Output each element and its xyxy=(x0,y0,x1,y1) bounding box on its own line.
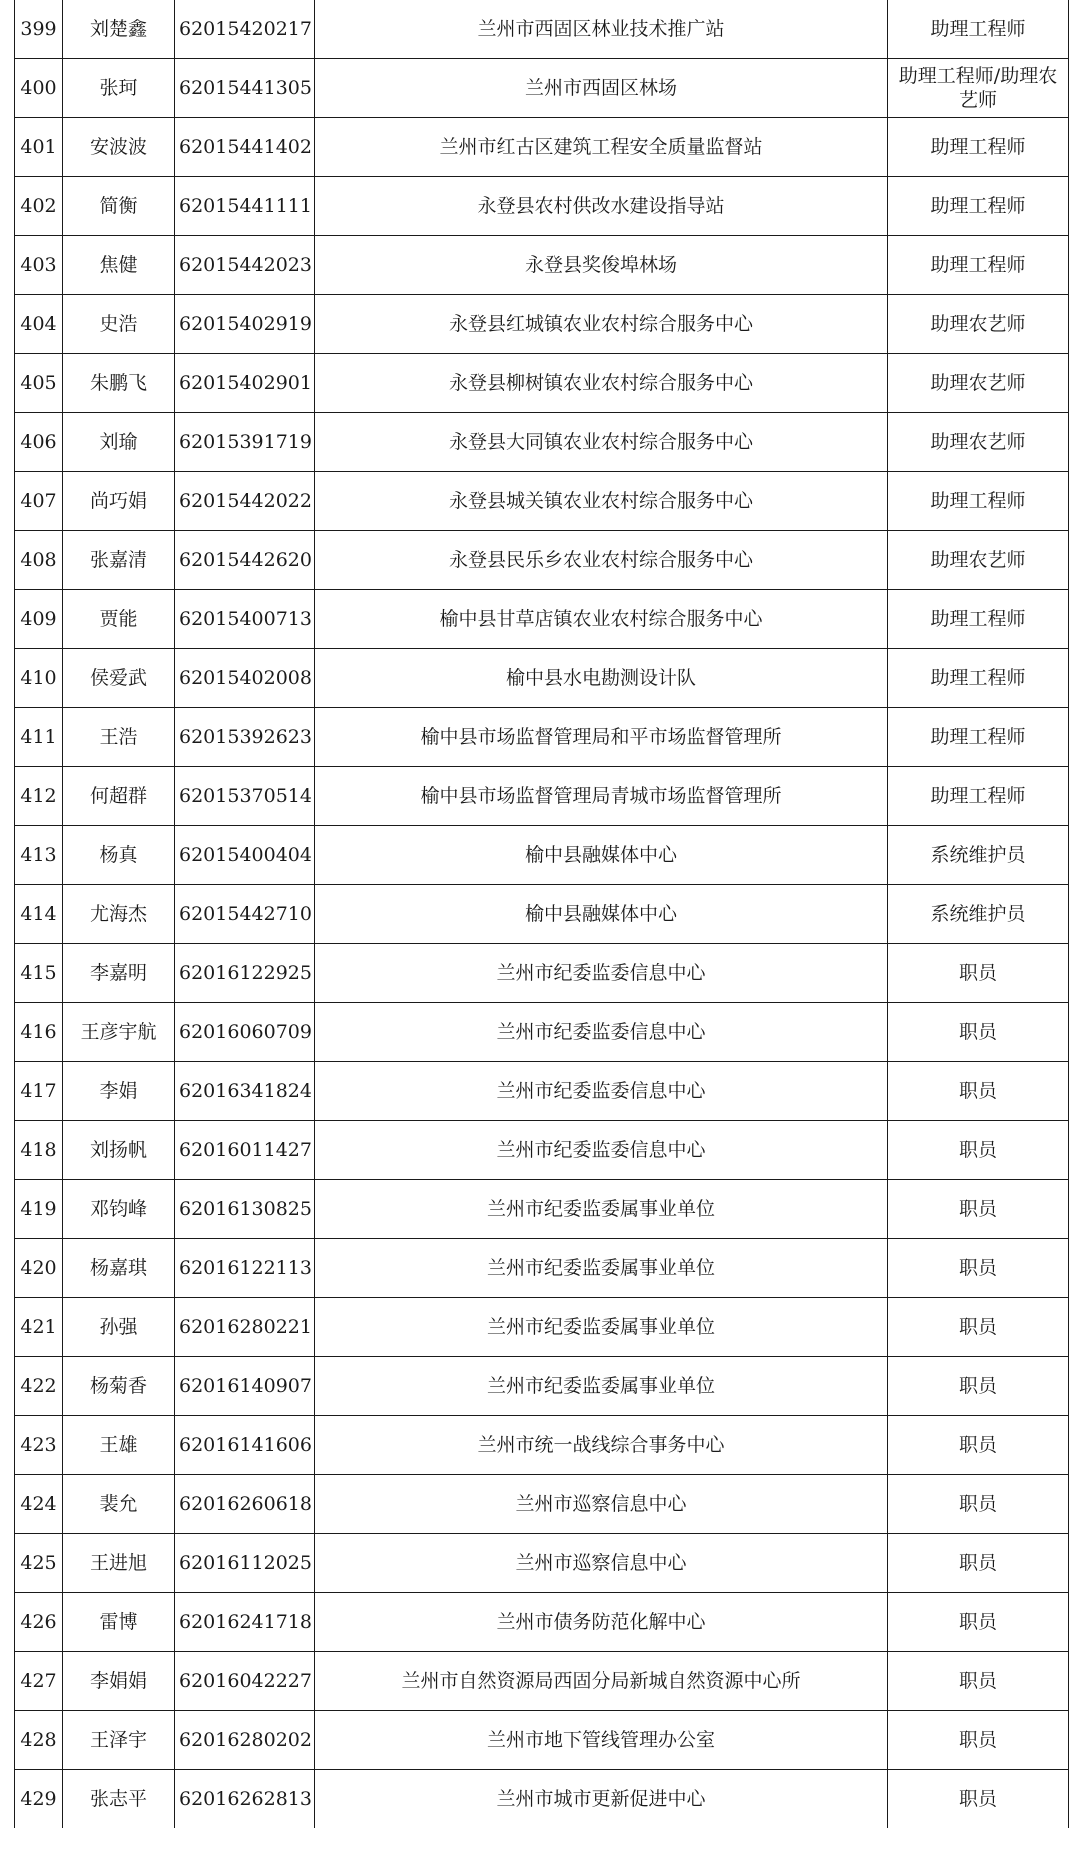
organization-cell: 兰州市纪委监委信息中心 xyxy=(315,944,888,1003)
row-number-cell: 406 xyxy=(15,413,63,472)
person-name-cell: 简衡 xyxy=(63,177,175,236)
table-row xyxy=(15,295,1069,354)
organization-cell: 兰州市自然资源局西固分局新城自然资源中心所 xyxy=(315,1652,888,1711)
exam-id-cell: 62015400404 xyxy=(175,826,315,885)
row-number-cell: 425 xyxy=(15,1534,63,1593)
table-row xyxy=(15,413,1069,472)
organization-cell: 兰州市纪委监委信息中心 xyxy=(315,1062,888,1121)
person-name-cell: 刘扬帆 xyxy=(63,1121,175,1180)
table-row xyxy=(15,236,1069,295)
organization-cell: 兰州市巡察信息中心 xyxy=(315,1534,888,1593)
table-row xyxy=(15,118,1069,177)
exam-id-cell: 62016130825 xyxy=(175,1180,315,1239)
row-number-cell: 404 xyxy=(15,295,63,354)
exam-id-cell: 62015442023 xyxy=(175,236,315,295)
table-row xyxy=(15,1298,1069,1357)
table-row xyxy=(15,1711,1069,1770)
job-title-cell: 助理工程师 xyxy=(888,590,1069,649)
row-number-cell: 402 xyxy=(15,177,63,236)
row-number-cell: 424 xyxy=(15,1475,63,1534)
row-number-cell: 427 xyxy=(15,1652,63,1711)
exam-id-cell: 62015402919 xyxy=(175,295,315,354)
person-name-cell: 刘楚鑫 xyxy=(63,0,175,59)
table-row xyxy=(15,1062,1069,1121)
organization-cell: 兰州市纪委监委属事业单位 xyxy=(315,1357,888,1416)
organization-cell: 永登县柳树镇农业农村综合服务中心 xyxy=(315,354,888,413)
job-title-cell: 助理农艺师 xyxy=(888,413,1069,472)
person-name-cell: 尤海杰 xyxy=(63,885,175,944)
exam-id-cell: 62016260618 xyxy=(175,1475,315,1534)
organization-cell: 榆中县融媒体中心 xyxy=(315,826,888,885)
exam-id-cell: 62016042227 xyxy=(175,1652,315,1711)
person-name-cell: 孙强 xyxy=(63,1298,175,1357)
exam-id-cell: 62016011427 xyxy=(175,1121,315,1180)
job-title-cell: 助理工程师 xyxy=(888,0,1069,59)
row-number-cell: 413 xyxy=(15,826,63,885)
table-row xyxy=(15,649,1069,708)
exam-id-cell: 62015391719 xyxy=(175,413,315,472)
table-row xyxy=(15,1652,1069,1711)
row-number-cell: 416 xyxy=(15,1003,63,1062)
organization-cell: 兰州市红古区建筑工程安全质量监督站 xyxy=(315,118,888,177)
job-title-cell: 职员 xyxy=(888,1298,1069,1357)
exam-id-cell: 62015442620 xyxy=(175,531,315,590)
table-row xyxy=(15,1534,1069,1593)
person-name-cell: 邓钧峰 xyxy=(63,1180,175,1239)
exam-id-cell: 62015392623 xyxy=(175,708,315,767)
row-number-cell: 420 xyxy=(15,1239,63,1298)
table-row xyxy=(15,944,1069,1003)
job-title-cell: 职员 xyxy=(888,1652,1069,1711)
row-number-cell: 428 xyxy=(15,1711,63,1770)
exam-id-cell: 62016280221 xyxy=(175,1298,315,1357)
row-number-cell: 415 xyxy=(15,944,63,1003)
organization-cell: 榆中县市场监督管理局和平市场监督管理所 xyxy=(315,708,888,767)
row-number-cell: 417 xyxy=(15,1062,63,1121)
table-row xyxy=(15,1121,1069,1180)
organization-cell: 永登县农村供改水建设指导站 xyxy=(315,177,888,236)
organization-cell: 兰州市纪委监委信息中心 xyxy=(315,1121,888,1180)
person-name-cell: 王泽宇 xyxy=(63,1711,175,1770)
job-title-cell: 职员 xyxy=(888,1357,1069,1416)
person-name-cell: 杨菊香 xyxy=(63,1357,175,1416)
job-title-cell: 助理工程师 xyxy=(888,236,1069,295)
exam-id-cell: 62015400713 xyxy=(175,590,315,649)
person-name-cell: 朱鹏飞 xyxy=(63,354,175,413)
organization-cell: 兰州市纪委监委属事业单位 xyxy=(315,1239,888,1298)
organization-cell: 兰州市纪委监委信息中心 xyxy=(315,1003,888,1062)
job-title-cell: 职员 xyxy=(888,1003,1069,1062)
table-row xyxy=(15,590,1069,649)
job-title-cell: 助理工程师 xyxy=(888,177,1069,236)
table-row xyxy=(15,826,1069,885)
organization-cell: 兰州市地下管线管理办公室 xyxy=(315,1711,888,1770)
row-number-cell: 414 xyxy=(15,885,63,944)
row-number-cell: 410 xyxy=(15,649,63,708)
exam-id-cell: 62015402901 xyxy=(175,354,315,413)
organization-cell: 榆中县水电勘测设计队 xyxy=(315,649,888,708)
person-name-cell: 张珂 xyxy=(63,59,175,118)
row-number-cell: 405 xyxy=(15,354,63,413)
person-name-cell: 王浩 xyxy=(63,708,175,767)
organization-cell: 兰州市纪委监委属事业单位 xyxy=(315,1180,888,1239)
row-number-cell: 419 xyxy=(15,1180,63,1239)
job-title-cell: 助理工程师 xyxy=(888,472,1069,531)
table-row xyxy=(15,531,1069,590)
exam-id-cell: 62016280202 xyxy=(175,1711,315,1770)
person-name-cell: 侯爱武 xyxy=(63,649,175,708)
exam-id-cell: 62015370514 xyxy=(175,767,315,826)
job-title-cell: 助理工程师 xyxy=(888,767,1069,826)
organization-cell: 兰州市城市更新促进中心 xyxy=(315,1770,888,1829)
exam-id-cell: 62015441402 xyxy=(175,118,315,177)
row-number-cell: 400 xyxy=(15,59,63,118)
job-title-cell: 职员 xyxy=(888,1239,1069,1298)
row-number-cell: 422 xyxy=(15,1357,63,1416)
table-row xyxy=(15,767,1069,826)
exam-id-cell: 62016122925 xyxy=(175,944,315,1003)
job-title-cell: 职员 xyxy=(888,1534,1069,1593)
table-row xyxy=(15,1003,1069,1062)
organization-cell: 兰州市债务防范化解中心 xyxy=(315,1593,888,1652)
person-name-cell: 史浩 xyxy=(63,295,175,354)
exam-id-cell: 62016122113 xyxy=(175,1239,315,1298)
job-title-cell: 助理工程师 xyxy=(888,118,1069,177)
row-number-cell: 418 xyxy=(15,1121,63,1180)
organization-cell: 永登县大同镇农业农村综合服务中心 xyxy=(315,413,888,472)
exam-id-cell: 62015442022 xyxy=(175,472,315,531)
job-title-cell: 助理工程师 xyxy=(888,708,1069,767)
organization-cell: 兰州市巡察信息中心 xyxy=(315,1475,888,1534)
row-number-cell: 421 xyxy=(15,1298,63,1357)
organization-cell: 永登县城关镇农业农村综合服务中心 xyxy=(315,472,888,531)
row-number-cell: 429 xyxy=(15,1770,63,1829)
exam-id-cell: 62016341824 xyxy=(175,1062,315,1121)
exam-id-cell: 62015441305 xyxy=(175,59,315,118)
person-name-cell: 王进旭 xyxy=(63,1534,175,1593)
job-title-cell: 职员 xyxy=(888,1770,1069,1829)
person-name-cell: 李娟 xyxy=(63,1062,175,1121)
job-title-cell: 助理农艺师 xyxy=(888,295,1069,354)
exam-id-cell: 62016112025 xyxy=(175,1534,315,1593)
organization-cell: 榆中县市场监督管理局青城市场监督管理所 xyxy=(315,767,888,826)
job-title-cell: 职员 xyxy=(888,1180,1069,1239)
table-row xyxy=(15,885,1069,944)
person-name-cell: 张嘉清 xyxy=(63,531,175,590)
person-name-cell: 尚巧娟 xyxy=(63,472,175,531)
job-title-cell: 助理工程师/助理农艺师 xyxy=(888,59,1069,118)
row-number-cell: 401 xyxy=(15,118,63,177)
person-name-cell: 裴允 xyxy=(63,1475,175,1534)
job-title-cell: 职员 xyxy=(888,1062,1069,1121)
table-row xyxy=(15,1239,1069,1298)
organization-cell: 兰州市西固区林业技术推广站 xyxy=(315,0,888,59)
person-name-cell: 王彦宇航 xyxy=(63,1003,175,1062)
table-body xyxy=(15,0,1069,1828)
table-row xyxy=(15,0,1069,59)
person-name-cell: 杨真 xyxy=(63,826,175,885)
row-number-cell: 403 xyxy=(15,236,63,295)
person-name-cell: 焦健 xyxy=(63,236,175,295)
job-title-cell: 系统维护员 xyxy=(888,826,1069,885)
exam-id-cell: 62016141606 xyxy=(175,1416,315,1475)
table-row xyxy=(15,1180,1069,1239)
table-row xyxy=(15,177,1069,236)
table-row xyxy=(15,354,1069,413)
exam-id-cell: 62016060709 xyxy=(175,1003,315,1062)
organization-cell: 兰州市纪委监委属事业单位 xyxy=(315,1298,888,1357)
person-name-cell: 贾能 xyxy=(63,590,175,649)
job-title-cell: 职员 xyxy=(888,1475,1069,1534)
organization-cell: 榆中县融媒体中心 xyxy=(315,885,888,944)
table-row xyxy=(15,472,1069,531)
organization-cell: 永登县奖俊埠林场 xyxy=(315,236,888,295)
job-title-cell: 助理农艺师 xyxy=(888,354,1069,413)
job-title-cell: 职员 xyxy=(888,1593,1069,1652)
results-table xyxy=(14,0,1068,1828)
table-row xyxy=(15,1357,1069,1416)
organization-cell: 兰州市西固区林场 xyxy=(315,59,888,118)
row-number-cell: 408 xyxy=(15,531,63,590)
exam-id-cell: 62015442710 xyxy=(175,885,315,944)
exam-id-cell: 62015402008 xyxy=(175,649,315,708)
table-row xyxy=(15,1475,1069,1534)
row-number-cell: 426 xyxy=(15,1593,63,1652)
organization-cell: 永登县民乐乡农业农村综合服务中心 xyxy=(315,531,888,590)
table-row xyxy=(15,1770,1069,1829)
person-name-cell: 安波波 xyxy=(63,118,175,177)
row-number-cell: 399 xyxy=(15,0,63,59)
row-number-cell: 409 xyxy=(15,590,63,649)
job-title-cell: 职员 xyxy=(888,1416,1069,1475)
person-name-cell: 何超群 xyxy=(63,767,175,826)
organization-cell: 榆中县甘草店镇农业农村综合服务中心 xyxy=(315,590,888,649)
row-number-cell: 411 xyxy=(15,708,63,767)
exam-id-cell: 62015441111 xyxy=(175,177,315,236)
row-number-cell: 407 xyxy=(15,472,63,531)
exam-id-cell: 62016140907 xyxy=(175,1357,315,1416)
person-name-cell: 李嘉明 xyxy=(63,944,175,1003)
job-title-cell: 系统维护员 xyxy=(888,885,1069,944)
exam-id-cell: 62016262813 xyxy=(175,1770,315,1829)
organization-cell: 永登县红城镇农业农村综合服务中心 xyxy=(315,295,888,354)
row-number-cell: 423 xyxy=(15,1416,63,1475)
exam-id-cell: 62015420217 xyxy=(175,0,315,59)
person-name-cell: 王雄 xyxy=(63,1416,175,1475)
person-name-cell: 李娟娟 xyxy=(63,1652,175,1711)
job-title-cell: 助理农艺师 xyxy=(888,531,1069,590)
person-name-cell: 杨嘉琪 xyxy=(63,1239,175,1298)
job-title-cell: 职员 xyxy=(888,1711,1069,1770)
row-number-cell: 412 xyxy=(15,767,63,826)
exam-id-cell: 62016241718 xyxy=(175,1593,315,1652)
organization-cell: 兰州市统一战线综合事务中心 xyxy=(315,1416,888,1475)
job-title-cell: 助理工程师 xyxy=(888,649,1069,708)
person-name-cell: 刘瑜 xyxy=(63,413,175,472)
job-title-cell: 职员 xyxy=(888,944,1069,1003)
person-name-cell: 张志平 xyxy=(63,1770,175,1829)
table-row xyxy=(15,59,1069,118)
table-row xyxy=(15,708,1069,767)
job-title-cell: 职员 xyxy=(888,1121,1069,1180)
table-row xyxy=(15,1593,1069,1652)
table-row xyxy=(15,1416,1069,1475)
person-name-cell: 雷博 xyxy=(63,1593,175,1652)
